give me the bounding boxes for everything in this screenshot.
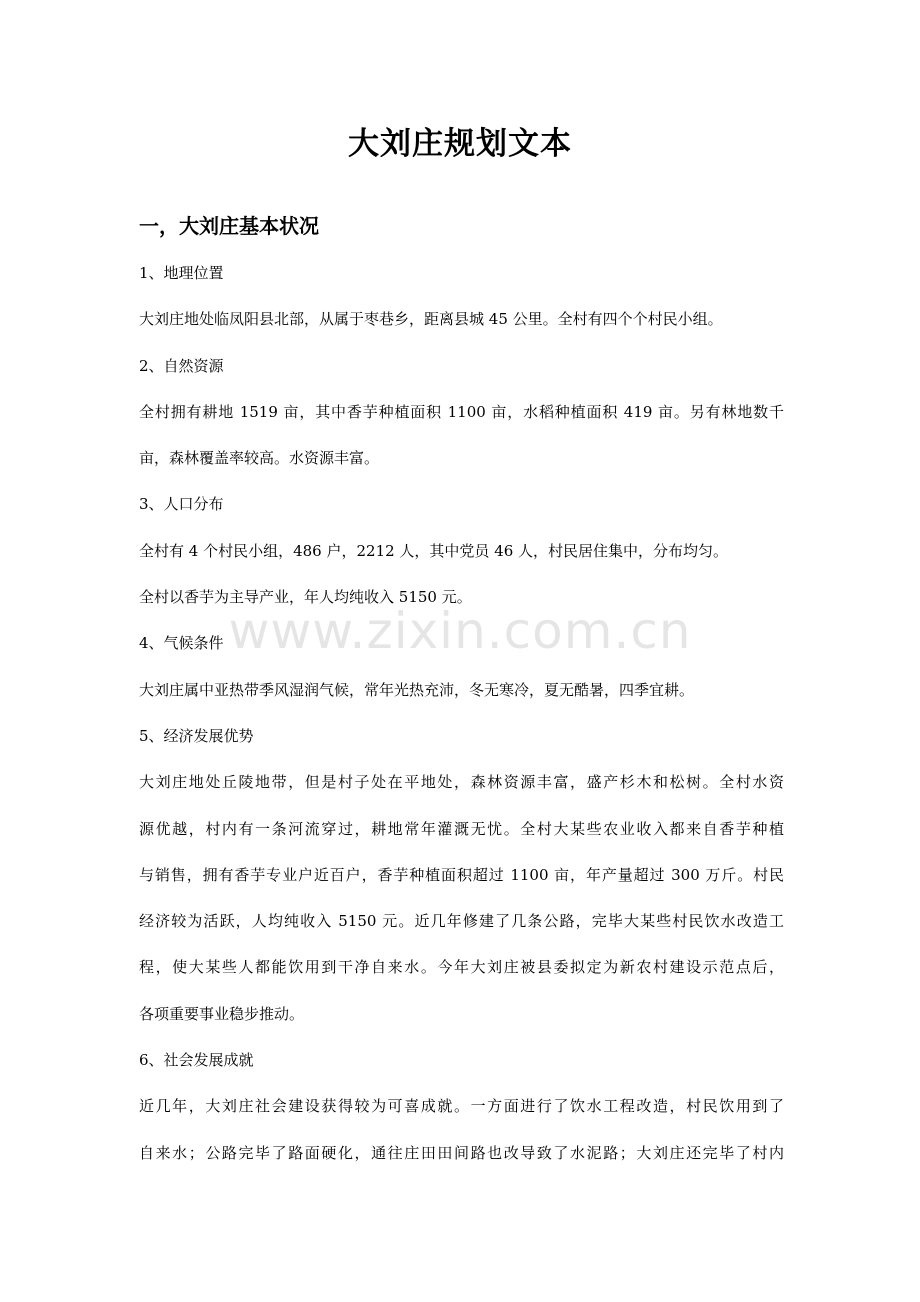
section-heading: 一，大刘庄基本状况	[139, 214, 319, 238]
subheading-resources: 2、自然资源	[139, 356, 224, 375]
paragraph-line: 自来水；公路完毕了路面硬化，通往庄田田间路也改导致了水泥路；大刘庄还完毕了村内	[139, 1143, 784, 1162]
paragraph-line: 全村有 4 个村民小组，486 户，2212 人，其中党员 46 人，村民居住集中，分布均匀。	[139, 541, 729, 560]
paragraph-line: 近几年，大刘庄社会建设获得较为可喜成就。一方面进行了饮水工程改造，村民饮用到了	[139, 1097, 784, 1116]
paragraph-line: 大刘庄地处临凤阳县北部，从属于枣巷乡，距离县城 45 公里。全村有四个个村民小组。	[139, 310, 723, 329]
paragraph-line: 亩，森林覆盖率较高。水资源丰富。	[139, 449, 380, 468]
paragraph-line: 全村以香芋为主导产业，年人均纯收入 5150 元。	[139, 588, 472, 607]
subheading-economy: 5、经济发展优势	[139, 726, 254, 745]
subheading-climate: 4、气候条件	[139, 634, 224, 653]
paragraph-line: 大刘庄地处丘陵地带，但是村子处在平地处，森林资源丰富，盛产杉木和松树。全村水资	[139, 773, 784, 792]
subheading-population: 3、人口分布	[139, 495, 224, 514]
paragraph-line: 各项重要事业稳步推动。	[139, 1004, 305, 1023]
subheading-location: 1、地理位置	[139, 264, 224, 282]
subheading-social: 6、社会发展成就	[139, 1051, 254, 1070]
paragraph-line: 源优越，村内有一条河流穿过，耕地常年灌溉无忧。全村大某些农业收入都来自香芋种植	[139, 819, 784, 838]
paragraph-line: 全村拥有耕地 1519 亩，其中香芋种植面积 1100 亩，水稻种植面积 419 亩。另有林地数千	[139, 402, 784, 421]
watermark: www.zixin.com.cn	[228, 602, 692, 660]
document-body	[139, 258, 784, 1184]
page-title: 大刘庄规划文本	[348, 126, 572, 162]
paragraph-line: 与销售，拥有香芋专业户近百户，香芋种植面积超过 1100 亩，年产量超过 300 万斤。村民	[139, 865, 784, 884]
paragraph-line: 程，使大某些人都能饮用到干净自来水。今年大刘庄被县委拟定为新农村建设示范点后，	[139, 958, 784, 977]
paragraph-line: 经济较为活跃，人均纯收入 5150 元。近几年修建了几条公路，完毕大某些村民饮水改造工	[139, 912, 784, 931]
paragraph-line: 大刘庄属中亚热带季风湿润气候，常年光热充沛，冬无寒冷，夏无酷暑，四季宜耕。	[139, 680, 695, 699]
